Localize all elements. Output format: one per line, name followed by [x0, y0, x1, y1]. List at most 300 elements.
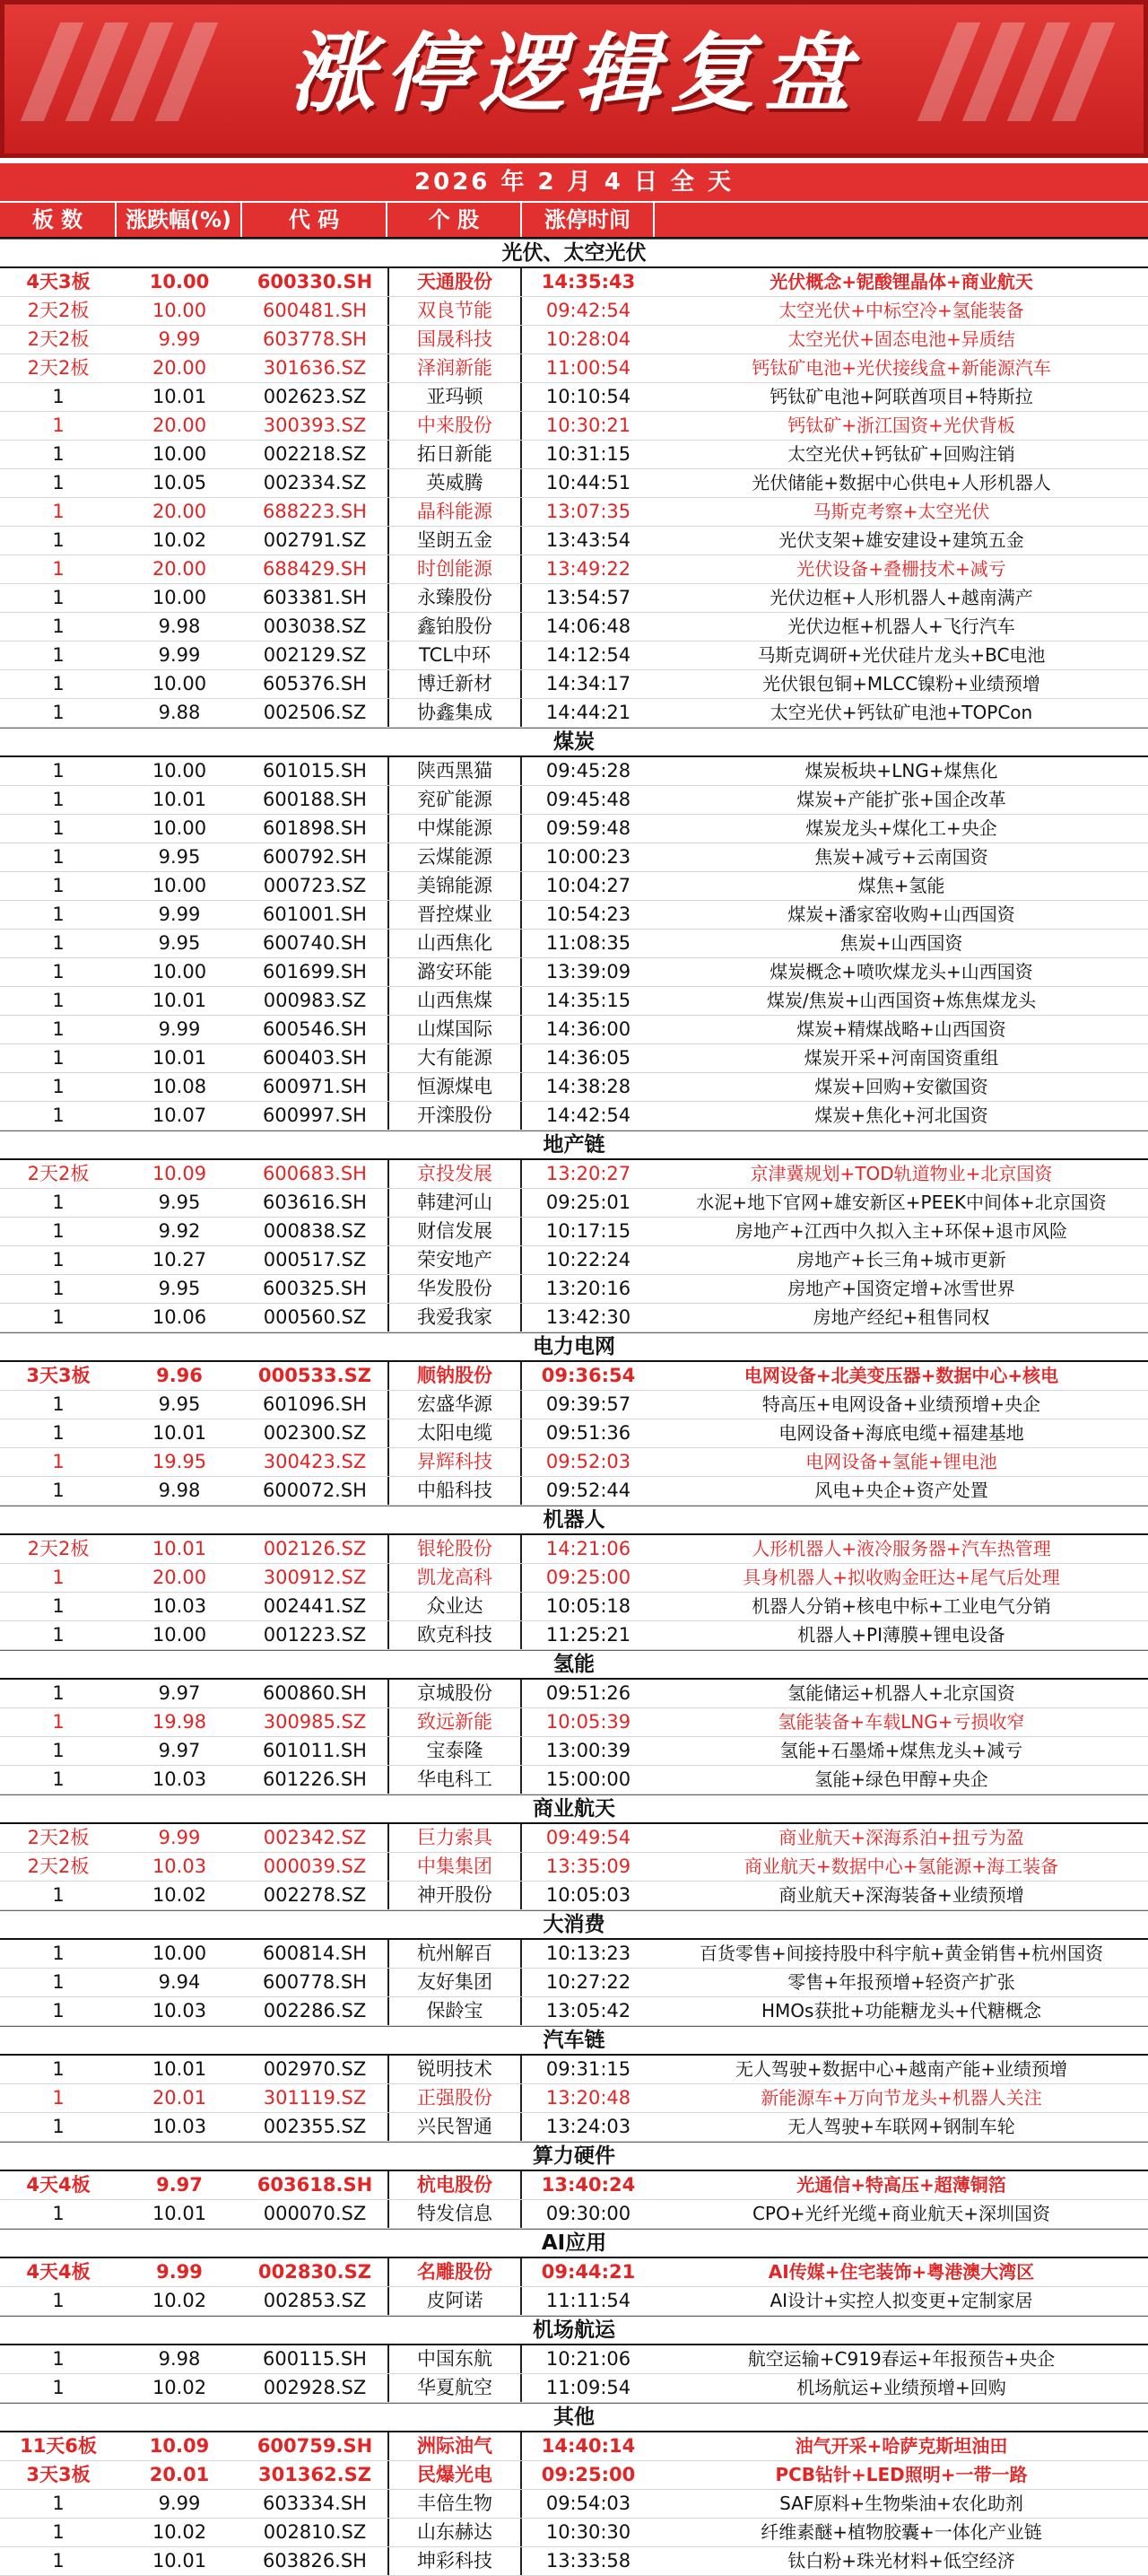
stock-name-cell: 洲际油气 [387, 2432, 522, 2460]
code-cell: 600971.SH [263, 1076, 367, 1097]
table-row [0, 2519, 1148, 2547]
board-cell: 1 [52, 1971, 65, 1993]
code-cell: 000517.SZ [263, 1249, 367, 1271]
stock-name-cell: 巨力索具 [387, 1824, 522, 1852]
table-row [0, 2056, 1148, 2084]
limit-time-cell: 09:42:54 [545, 300, 631, 321]
board-cell: 2天2板 [27, 328, 90, 350]
logic-cell: 煤炭+回购+安徽国资 [814, 1076, 988, 1097]
board-cell: 1 [52, 1682, 65, 1704]
page-title: 涨停逻辑复盘 [289, 23, 859, 124]
code-cell: 603334.SH [263, 2493, 367, 2514]
limit-time-cell: 13:39:09 [545, 961, 631, 982]
pct-cell: 9.94 [158, 1971, 201, 1993]
stock-name-cell: 银轮股份 [387, 1535, 522, 1563]
table-row [0, 1593, 1148, 1621]
limit-time-cell: 10:10:54 [545, 386, 631, 407]
stock-name-cell: 太阳电缆 [387, 1419, 522, 1447]
logic-cell: 煤炭龙头+煤化工+央企 [805, 817, 997, 839]
pct-cell: 10.01 [152, 2058, 207, 2080]
limit-time-cell: 10:05:18 [545, 1595, 631, 1617]
pct-cell: 20.00 [152, 1567, 207, 1588]
table-row [0, 1016, 1148, 1044]
code-cell: 000070.SZ [263, 2203, 367, 2224]
stock-name-cell: 保龄宝 [387, 1997, 522, 2025]
logic-cell: 氢能储运+机器人+北京国资 [787, 1682, 1015, 1704]
board-cell: 4天4板 [26, 2174, 91, 2196]
table-row [0, 1940, 1148, 1969]
section-header: AI应用 [0, 2229, 1148, 2258]
stock-name-cell: 协鑫集成 [387, 699, 522, 727]
board-cell: 1 [52, 817, 65, 839]
code-cell: 688223.SH [263, 501, 367, 522]
pct-cell: 10.00 [152, 443, 207, 465]
code-cell: 600188.SH [263, 789, 367, 810]
pct-cell: 9.96 [156, 1365, 203, 1386]
logic-cell: 煤焦+氢能 [857, 875, 945, 896]
limit-up-table [0, 237, 1148, 2576]
code-cell: 002286.SZ [263, 2000, 367, 2022]
logic-cell: 机器人+PI薄膜+锂电设备 [797, 1624, 1005, 1646]
code-cell: 600814.SH [263, 1943, 367, 1964]
pct-cell: 10.00 [152, 760, 207, 782]
logic-cell: 水泥+地下官网+雄安新区+PEEK中间体+北京国资 [696, 1192, 1107, 1213]
table-row [0, 1708, 1148, 1737]
section-header: 汽车链 [0, 2026, 1148, 2056]
code-cell: 600740.SH [263, 932, 367, 954]
code-cell: 000039.SZ [263, 1856, 367, 1877]
limit-time-cell: 09:52:44 [545, 1480, 631, 1501]
stock-name-cell: 山东赫达 [387, 2519, 522, 2546]
table-row [0, 297, 1148, 326]
pct-cell: 20.00 [152, 357, 207, 379]
pct-cell: 10.01 [152, 1538, 207, 1559]
column-header-row [0, 203, 1148, 237]
column-header-pct: 涨跌幅(%) [117, 203, 242, 237]
code-cell: 601015.SH [263, 760, 367, 782]
board-cell: 1 [52, 1192, 65, 1213]
board-cell: 1 [52, 616, 65, 637]
limit-time-cell: 13:49:22 [545, 558, 631, 580]
table-row [0, 2547, 1148, 2576]
code-cell: 002218.SZ [263, 443, 367, 465]
pct-cell: 9.97 [158, 1740, 201, 1761]
title-banner [0, 0, 1148, 158]
limit-time-cell: 10:05:03 [545, 1884, 631, 1906]
board-cell: 4天4板 [26, 2261, 91, 2283]
board-cell: 1 [52, 2377, 65, 2398]
limit-time-cell: 10:22:24 [545, 1249, 631, 1271]
table-row [0, 1246, 1148, 1275]
pct-cell: 9.88 [158, 702, 201, 723]
table-row [0, 441, 1148, 469]
board-cell: 1 [52, 2087, 65, 2109]
table-row [0, 786, 1148, 815]
pct-cell: 9.99 [158, 1827, 201, 1848]
pct-cell: 20.00 [152, 415, 207, 436]
board-cell: 1 [52, 558, 65, 580]
pct-cell: 20.01 [149, 2464, 210, 2485]
limit-time-cell: 11:11:54 [545, 2290, 631, 2311]
limit-time-cell: 14:42:54 [545, 1105, 631, 1126]
limit-time-cell: 09:36:54 [541, 1365, 636, 1386]
board-cell: 1 [52, 1884, 65, 1906]
section-header: 煤炭 [0, 728, 1148, 757]
table-row [0, 2374, 1148, 2403]
limit-time-cell: 14:38:28 [545, 1076, 631, 1097]
logic-cell: 纤维素醚+植物胶囊+一体化产业链 [761, 2521, 1042, 2543]
code-cell: 600683.SH [263, 1163, 367, 1184]
logic-cell: CPO+光纤光缆+商业航天+深圳国资 [752, 2203, 1051, 2224]
logic-cell: 焦炭+减亏+云南国资 [814, 846, 988, 868]
table-row [0, 1391, 1148, 1419]
code-cell: 601699.SH [263, 961, 367, 982]
board-cell: 2天2板 [27, 1163, 90, 1184]
board-cell: 1 [52, 904, 65, 925]
limit-time-cell: 10:30:30 [545, 2521, 631, 2543]
board-cell: 3天3板 [26, 2464, 91, 2485]
board-cell: 1 [52, 1768, 65, 1790]
pct-cell: 20.00 [152, 558, 207, 580]
logic-cell: 煤炭概念+喷吹煤龙头+山西国资 [770, 961, 1033, 982]
pct-cell: 9.95 [158, 846, 201, 868]
limit-time-cell: 09:31:15 [545, 2058, 631, 2080]
board-cell: 1 [52, 760, 65, 782]
section-header: 地产链 [0, 1131, 1148, 1160]
code-cell: 003038.SZ [263, 616, 367, 637]
limit-time-cell: 14:36:00 [545, 1018, 631, 1040]
logic-cell: 煤炭+潘家窑收购+山西国资 [787, 904, 1015, 925]
board-cell: 1 [52, 673, 65, 694]
limit-time-cell: 14:44:21 [545, 702, 631, 723]
pct-cell: 19.95 [152, 1451, 207, 1472]
table-row [0, 757, 1148, 786]
table-row [0, 1737, 1148, 1766]
pct-cell: 9.95 [158, 1192, 201, 1213]
limit-time-cell: 10:27:22 [545, 1971, 631, 1993]
code-cell: 600481.SH [263, 300, 367, 321]
limit-time-cell: 15:00:00 [545, 1768, 631, 1790]
logic-cell: 电网设备+海底电缆+福建基地 [778, 1422, 1024, 1444]
table-row [0, 1073, 1148, 1102]
table-row [0, 613, 1148, 642]
pct-cell: 9.97 [158, 1682, 201, 1704]
limit-time-cell: 14:12:54 [545, 644, 631, 666]
pct-cell: 10.03 [152, 1856, 207, 1877]
limit-time-cell: 14:34:17 [545, 673, 631, 694]
code-cell: 603778.SH [263, 328, 367, 350]
pct-cell: 9.98 [158, 1480, 201, 1501]
logic-cell: 京津冀规划+TOD轨道物业+北京国资 [750, 1163, 1053, 1184]
board-cell: 2天2板 [27, 357, 90, 379]
board-cell: 2天2板 [27, 1538, 90, 1559]
table-row [0, 930, 1148, 958]
board-cell: 1 [52, 1711, 65, 1733]
stock-name-cell: 山西焦化 [387, 930, 522, 957]
stock-name-cell: 美锦能源 [387, 872, 522, 900]
logic-cell: 房地产+江西中久拟入主+环保+退市风险 [735, 1220, 1068, 1242]
table-row [0, 2461, 1148, 2490]
logic-cell: 钙钛矿电池+阿联酋项目+特斯拉 [770, 386, 1033, 407]
limit-time-cell: 13:00:39 [545, 1740, 631, 1761]
stock-name-cell: 双良节能 [387, 297, 522, 325]
stock-name-cell: 大有能源 [387, 1044, 522, 1072]
pct-cell: 10.00 [152, 300, 207, 321]
logic-cell: 航空运输+C919春运+年报预告+央企 [747, 2348, 1056, 2370]
pct-cell: 10.00 [152, 1943, 207, 1964]
stock-name-cell: 荣安地产 [387, 1246, 522, 1274]
pct-cell: 9.99 [158, 904, 201, 925]
stock-name-cell: 我爱我家 [387, 1304, 522, 1332]
pct-cell: 10.01 [152, 386, 207, 407]
limit-time-cell: 14:35:15 [545, 990, 631, 1011]
logic-cell: 电网设备+北美变压器+数据中心+核电 [744, 1365, 1059, 1386]
table-row [0, 1680, 1148, 1708]
code-cell: 002441.SZ [263, 1595, 367, 1617]
pct-cell: 10.02 [152, 529, 207, 551]
table-row [0, 1477, 1148, 1506]
stock-name-cell: 宏盛华源 [387, 1391, 522, 1419]
code-cell: 002355.SZ [263, 2116, 367, 2137]
logic-cell: 光伏设备+叠栅技术+减亏 [796, 558, 1006, 580]
pct-cell: 10.03 [152, 1768, 207, 1790]
table-row [0, 1882, 1148, 1910]
pct-cell: 9.99 [158, 644, 201, 666]
board-cell: 1 [52, 644, 65, 666]
board-cell: 1 [52, 415, 65, 436]
column-header-name: 个 股 [387, 203, 522, 237]
table-row [0, 412, 1148, 441]
table-row [0, 555, 1148, 584]
code-cell: 600072.SH [263, 1480, 367, 1501]
table-row [0, 2113, 1148, 2142]
board-cell: 1 [52, 1220, 65, 1242]
pct-cell: 10.00 [152, 875, 207, 896]
table-row [0, 1160, 1148, 1189]
logic-cell: 煤炭+焦化+河北国资 [814, 1105, 988, 1126]
code-cell: 301362.SZ [258, 2464, 371, 2485]
stock-name-cell: 鑫铂股份 [387, 613, 522, 641]
logic-cell: 煤炭+产能扩张+国企改革 [796, 789, 1006, 810]
limit-time-cell: 10:44:51 [545, 472, 631, 493]
pct-cell: 10.02 [152, 2521, 207, 2543]
code-cell: 601096.SH [263, 1393, 367, 1415]
code-cell: 002300.SZ [263, 1422, 367, 1444]
code-cell: 600330.SH [257, 271, 373, 293]
stock-name-cell: 永臻股份 [387, 584, 522, 612]
table-row [0, 2287, 1148, 2316]
section-header: 氢能 [0, 1650, 1148, 1680]
board-cell: 1 [52, 932, 65, 954]
stock-name-cell: 天通股份 [387, 268, 522, 296]
pct-cell: 19.98 [152, 1711, 207, 1733]
code-cell: 002623.SZ [263, 386, 367, 407]
board-cell: 1 [52, 702, 65, 723]
code-cell: 002810.SZ [263, 2521, 367, 2543]
board-cell: 1 [52, 1422, 65, 1444]
logic-cell: 太空光伏+钙钛矿电池+TOPCon [770, 702, 1033, 723]
pct-cell: 10.03 [152, 2000, 207, 2022]
logic-cell: 钙钛矿电池+光伏接线盒+新能源汽车 [752, 357, 1051, 379]
code-cell: 601898.SH [263, 817, 367, 839]
pct-cell: 10.00 [152, 961, 207, 982]
stock-name-cell: 名雕股份 [387, 2258, 522, 2286]
table-row [0, 843, 1148, 872]
logic-cell: 人形机器人+液冷服务器+汽车热管理 [752, 1538, 1051, 1559]
limit-time-cell: 13:20:48 [545, 2087, 631, 2109]
logic-cell: AI传媒+住宅装饰+粤港澳大湾区 [768, 2261, 1035, 2283]
logic-cell: 商业航天+深海系泊+扭亏为盈 [778, 1827, 1024, 1848]
logic-cell: 煤炭开采+河南国资重组 [804, 1047, 999, 1069]
stock-name-cell: 昇辉科技 [387, 1448, 522, 1476]
stock-name-cell: 博迁新材 [387, 670, 522, 698]
stock-name-cell: 中煤能源 [387, 815, 522, 843]
board-cell: 2天2板 [27, 1856, 90, 1877]
pct-cell: 10.09 [152, 1163, 207, 1184]
limit-time-cell: 10:17:15 [545, 1220, 631, 1242]
pct-cell: 10.01 [152, 990, 207, 1011]
stock-name-cell: 特发信息 [387, 2200, 522, 2228]
limit-time-cell: 09:54:03 [545, 2493, 631, 2514]
pct-cell: 10.00 [152, 673, 207, 694]
limit-time-cell: 14:21:06 [545, 1538, 631, 1559]
pct-cell: 20.01 [152, 2087, 207, 2109]
code-cell: 000983.SZ [263, 990, 367, 1011]
board-cell: 1 [52, 2493, 65, 2514]
logic-cell: 氢能+石墨烯+煤焦龙头+减亏 [779, 1740, 1023, 1761]
logic-cell: 光伏支架+雄安建设+建筑五金 [778, 529, 1024, 551]
board-cell: 1 [52, 386, 65, 407]
board-cell: 2天2板 [27, 300, 90, 321]
table-row [0, 2258, 1148, 2287]
board-cell: 4天3板 [26, 271, 91, 293]
code-cell: 605376.SH [263, 673, 367, 694]
board-cell: 1 [52, 789, 65, 810]
stock-name-cell: 时创能源 [387, 555, 522, 583]
pct-cell: 10.01 [152, 1047, 207, 1069]
limit-time-cell: 14:36:05 [545, 1047, 631, 1069]
limit-time-cell: 14:06:48 [545, 616, 631, 637]
code-cell: 002928.SZ [263, 2377, 367, 2398]
code-cell: 601001.SH [263, 904, 367, 925]
board-cell: 1 [52, 2550, 65, 2572]
table-row [0, 498, 1148, 527]
limit-time-cell: 10:31:15 [545, 443, 631, 465]
pct-cell: 9.95 [158, 1393, 201, 1415]
table-row [0, 1044, 1148, 1073]
limit-time-cell: 10:21:06 [545, 2348, 631, 2370]
limit-time-cell: 10:05:39 [545, 1711, 631, 1733]
board-cell: 1 [52, 990, 65, 1011]
logic-cell: 光通信+特高压+超薄铜箔 [796, 2174, 1006, 2196]
logic-cell: 焦炭+山西国资 [839, 932, 963, 954]
pct-cell: 9.95 [158, 1278, 201, 1299]
board-cell: 1 [52, 2203, 65, 2224]
limit-time-cell: 09:45:28 [545, 760, 631, 782]
board-cell: 1 [52, 1278, 65, 1299]
board-cell: 1 [52, 2000, 65, 2022]
section-header: 机器人 [0, 1506, 1148, 1535]
column-header-board: 板 数 [0, 203, 117, 237]
code-cell: 301119.SZ [263, 2087, 367, 2109]
pct-cell: 10.03 [152, 1595, 207, 1617]
limit-time-cell: 13:43:54 [545, 529, 631, 551]
logic-cell: 马斯克调研+光伏硅片龙头+BC电池 [757, 644, 1046, 666]
limit-time-cell: 13:42:30 [545, 1306, 631, 1328]
board-cell: 1 [52, 1105, 65, 1126]
pct-cell: 10.01 [152, 1422, 207, 1444]
limit-time-cell: 13:24:03 [545, 2116, 631, 2137]
logic-cell: 光伏边框+机器人+飞行汽车 [787, 616, 1015, 637]
pct-cell: 10.27 [152, 1249, 207, 1271]
pct-cell: 10.02 [152, 2290, 207, 2311]
board-cell: 1 [52, 1943, 65, 1964]
limit-time-cell: 13:05:42 [545, 2000, 631, 2022]
table-row [0, 958, 1148, 987]
stock-name-cell: 泽润新能 [387, 354, 522, 382]
logic-cell: 煤炭+精煤战略+山西国资 [796, 1018, 1006, 1040]
table-row [0, 584, 1148, 613]
section-header: 光伏、太空光伏 [0, 239, 1148, 268]
pct-cell: 10.01 [152, 789, 207, 810]
table-row [0, 1535, 1148, 1564]
board-cell: 1 [52, 1393, 65, 1415]
pct-cell: 10.00 [152, 1624, 207, 1646]
table-row [0, 527, 1148, 555]
stock-name-cell: 众业达 [387, 1593, 522, 1620]
code-cell: 301636.SZ [263, 357, 367, 379]
table-row [0, 987, 1148, 1016]
board-cell: 1 [52, 961, 65, 982]
logic-cell: 马斯克考察+太空光伏 [813, 501, 990, 522]
logic-cell: 房地产经纪+租售同权 [813, 1306, 990, 1328]
column-header-time: 涨停时间 [522, 203, 655, 237]
logic-cell: 风电+央企+资产处置 [814, 1480, 988, 1501]
code-cell: 603616.SH [263, 1192, 367, 1213]
date-subtitle: 2026 年 2 月 4 日 全 天 [0, 162, 1148, 203]
section-header: 商业航天 [0, 1794, 1148, 1824]
stock-name-cell: 华电科工 [387, 1766, 522, 1794]
limit-time-cell: 09:59:48 [545, 817, 631, 839]
logic-cell: 房地产+长三角+城市更新 [796, 1249, 1006, 1271]
pct-cell: 10.06 [152, 1306, 207, 1328]
limit-time-cell: 09:44:21 [541, 2261, 636, 2283]
stock-name-cell: 京城股份 [387, 1680, 522, 1707]
pct-cell: 9.99 [158, 328, 201, 350]
board-cell: 1 [52, 1451, 65, 1472]
table-row [0, 2084, 1148, 2113]
code-cell: 002342.SZ [263, 1827, 367, 1848]
stock-name-cell: 国晟科技 [387, 326, 522, 354]
pct-cell: 9.99 [158, 2493, 201, 2514]
logic-cell: HMOs获批+功能糖龙头+代糖概念 [761, 2000, 1041, 2022]
table-row [0, 268, 1148, 297]
table-row [0, 326, 1148, 354]
stock-name-cell: 友好集团 [387, 1969, 522, 1996]
pct-cell: 9.98 [158, 2348, 201, 2370]
limit-time-cell: 09:52:03 [545, 1451, 631, 1472]
logic-cell: 新能源车+万向节龙头+机器人关注 [761, 2087, 1042, 2109]
stock-name-cell: 欧克科技 [387, 1621, 522, 1649]
code-cell: 002506.SZ [263, 702, 367, 723]
section-header: 算力硬件 [0, 2142, 1148, 2171]
table-row [0, 1564, 1148, 1593]
board-cell: 1 [52, 443, 65, 465]
limit-time-cell: 09:51:26 [545, 1682, 631, 1704]
limit-time-cell: 10:54:23 [545, 904, 631, 925]
table-row [0, 2345, 1148, 2374]
limit-time-cell: 09:30:00 [545, 2203, 631, 2224]
